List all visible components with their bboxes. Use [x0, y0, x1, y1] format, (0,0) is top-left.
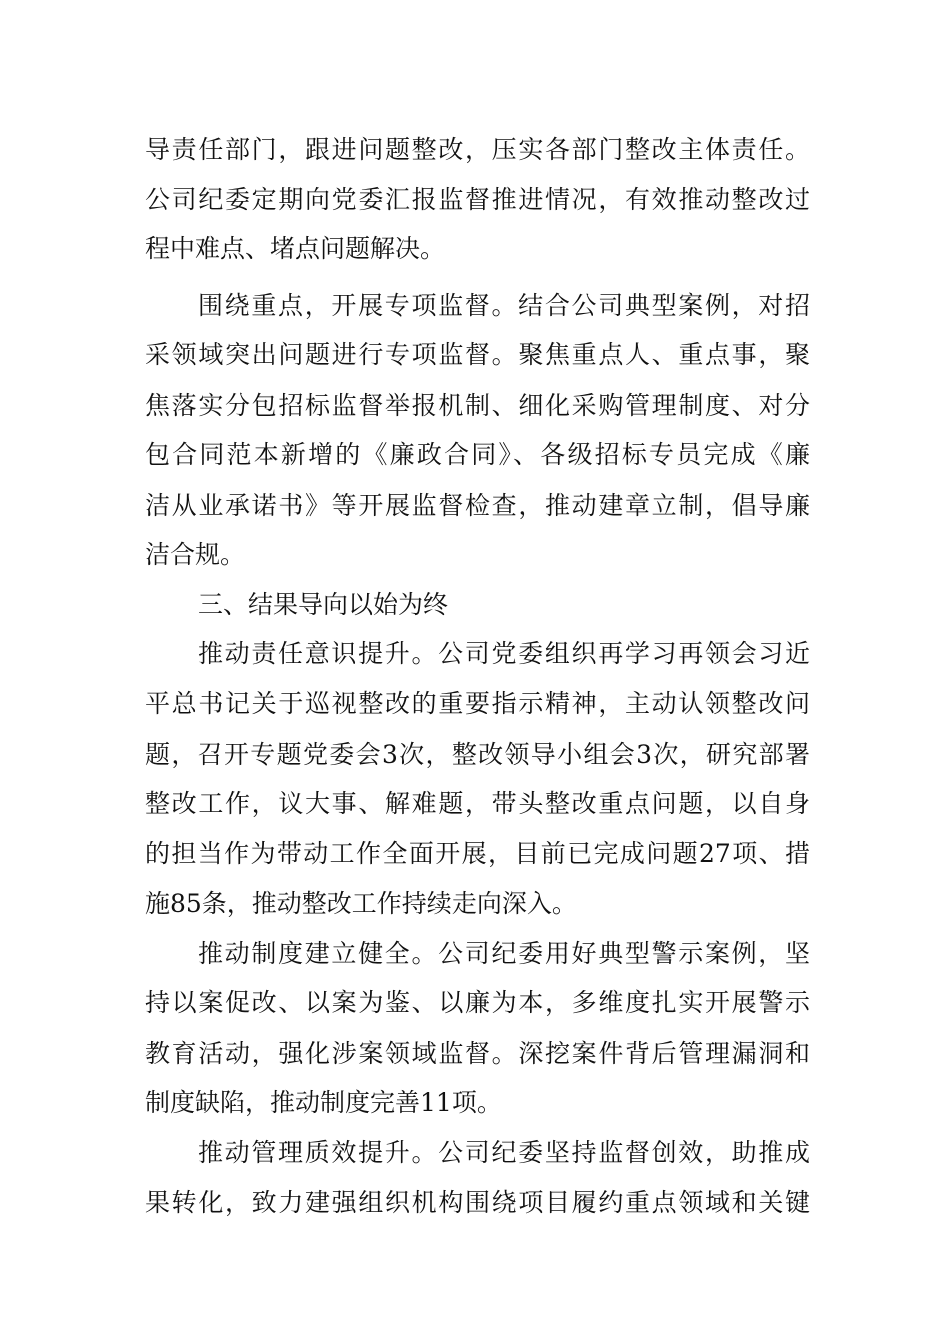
paragraph-line: 洁合规。 — [145, 540, 246, 569]
paragraph-line: 持以案促改、以案为鉴、以廉为本，多维度扎实开展警示 — [145, 988, 810, 1017]
paragraph-line: 题，召开专题党委会3次，整改领导小组会3次，研究部署 — [145, 740, 810, 769]
section-heading: 三、结果导向以始为终 — [198, 590, 449, 619]
paragraph-line: 果转化，致力建强组织机构围绕项目履约重点领域和关键 — [145, 1188, 810, 1217]
paragraph-line: 焦落实分包招标监督举报机制、细化采购管理制度、对分 — [145, 391, 810, 420]
paragraph-line: 围绕重点，开展专项监督。结合公司典型案例，对招 — [198, 291, 810, 320]
paragraph-line: 推动制度建立健全。公司纪委用好典型警示案例，坚 — [198, 939, 810, 968]
paragraph-line: 公司纪委定期向党委汇报监督推进情况，有效推动整改过 — [145, 185, 810, 214]
paragraph-line: 平总书记关于巡视整改的重要指示精神，主动认领整改问 — [145, 689, 810, 718]
paragraph-line: 施85条，推动整改工作持续走向深入。 — [145, 889, 577, 918]
paragraph-line: 包合同范本新增的《廉政合同》、各级招标专员完成《廉 — [145, 440, 810, 469]
paragraph-line: 推动管理质效提升。公司纪委坚持监督创效，助推成 — [198, 1138, 810, 1167]
paragraph-line: 导责任部门，跟进问题整改，压实各部门整改主体责任。 — [145, 135, 810, 164]
paragraph-line: 教育活动，强化涉案领域监督。深挖案件背后管理漏洞和 — [145, 1039, 810, 1068]
paragraph-line: 的担当作为带动工作全面开展，目前已完成问题27项、措 — [145, 839, 810, 868]
paragraph-line: 制度缺陷，推动制度完善11项。 — [145, 1088, 502, 1117]
paragraph-line: 整改工作，议大事、解难题，带头整改重点问题，以自身 — [145, 789, 810, 818]
paragraph-line: 程中难点、堵点问题解决。 — [145, 234, 446, 263]
paragraph-line: 采领域突出问题进行专项监督。聚焦重点人、重点事，聚 — [145, 340, 810, 369]
paragraph-line: 洁从业承诺书》等开展监督检查，推动建章立制，倡导廉 — [145, 491, 810, 520]
paragraph-line: 推动责任意识提升。公司党委组织再学习再领会习近 — [198, 639, 810, 668]
